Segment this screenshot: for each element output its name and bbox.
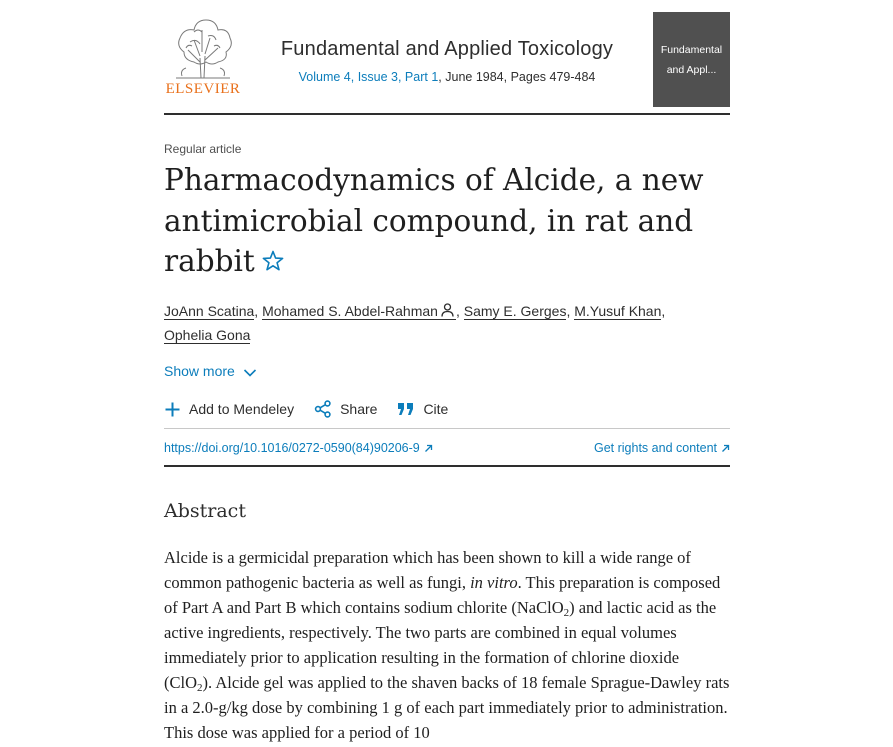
elsevier-wordmark: ELSEVIER bbox=[165, 81, 241, 97]
author-list: JoAnn Scatina, Mohamed S. Abdel-Rahman , Samy E. Gerges, M.Yusuf Khan, Ophelia Gona bbox=[164, 303, 666, 343]
doi-divider bbox=[164, 465, 730, 467]
rights-text: Get rights and content bbox=[594, 441, 717, 455]
doi-text: https://doi.org/10.1016/0272-0590(84)90206-9 bbox=[164, 441, 420, 455]
volume-issue-link[interactable]: Volume 4, Issue 3, Part 1 bbox=[298, 70, 439, 84]
author-link[interactable]: Ophelia Gona bbox=[164, 327, 251, 343]
bookmark-star-icon[interactable] bbox=[261, 243, 285, 284]
person-icon bbox=[441, 301, 454, 324]
abstract-heading: Abstract bbox=[164, 500, 246, 522]
date-pages: , June 1984, Pages 479-484 bbox=[438, 70, 596, 84]
share-label: Share bbox=[340, 401, 378, 417]
journal-issue-info bbox=[258, 70, 636, 84]
author-link[interactable] bbox=[262, 303, 456, 320]
article-title bbox=[164, 160, 724, 284]
external-link-icon bbox=[721, 444, 730, 453]
subscript: 2 bbox=[563, 607, 570, 619]
abstract-segment: . This preparation is composed of Part A and Part B which contains sodium chlorite (NaClO bbox=[164, 573, 721, 617]
author-link[interactable]: JoAnn Scatina bbox=[164, 303, 255, 319]
cover-label: Fundamental and Appl... bbox=[660, 43, 723, 76]
author-link[interactable]: M.Yusuf Khan bbox=[574, 303, 662, 319]
abstract-segment: Alcide is a germicidal preparation which has been shown to kill a wide range of common pathogenic bacteria as well as fungi, bbox=[164, 548, 691, 592]
share-button[interactable] bbox=[314, 400, 377, 418]
plus-icon bbox=[164, 401, 181, 418]
abstract-text bbox=[164, 545, 730, 745]
doi-link[interactable] bbox=[164, 441, 433, 455]
journal-cover-thumbnail[interactable] bbox=[653, 12, 730, 107]
subscript: 2 bbox=[197, 682, 203, 694]
add-to-mendeley-button[interactable] bbox=[164, 401, 294, 418]
show-more-button[interactable] bbox=[164, 363, 730, 379]
doi-rights-row bbox=[164, 441, 730, 455]
show-more-label: Show more bbox=[164, 363, 235, 379]
header-divider bbox=[164, 113, 730, 115]
actions-divider bbox=[164, 428, 730, 429]
journal-title[interactable]: Fundamental and Applied Toxicology bbox=[280, 38, 614, 60]
author-name: Mohamed S. Abdel-Rahman bbox=[262, 303, 438, 319]
article-title-text: Pharmacodynamics of Alcide, a new antimicrobial compound, in rat and rabbit bbox=[164, 163, 704, 278]
abstract-segment: ). Alcide gel was applied to the shaven backs of 18 female Sprague-Dawley rats in a 2.0-g/kg dose by combining 1 g of each part immediately prior to administration. This dose was applied for a period of 10 bbox=[164, 673, 730, 742]
abstract-segment: ) and lactic acid as the active ingredients, respectively. The two parts are combined in equal volumes immediately prior to application resulting in the formation of chlorine dioxide (ClO bbox=[164, 598, 717, 692]
mendeley-label: Add to Mendeley bbox=[189, 401, 295, 417]
share-icon bbox=[314, 400, 332, 418]
cite-button[interactable] bbox=[397, 401, 448, 417]
chevron-down-icon bbox=[243, 368, 257, 378]
quote-icon bbox=[397, 401, 415, 417]
abstract-italic: in vitro bbox=[470, 573, 518, 592]
elsevier-logo[interactable] bbox=[164, 12, 242, 96]
cite-label: Cite bbox=[423, 401, 449, 417]
external-link-icon bbox=[424, 444, 433, 453]
rights-link[interactable] bbox=[594, 441, 730, 455]
article-type: Regular article bbox=[164, 142, 242, 156]
article-actions bbox=[164, 400, 730, 418]
author-link[interactable]: Samy E. Gerges bbox=[463, 303, 567, 319]
